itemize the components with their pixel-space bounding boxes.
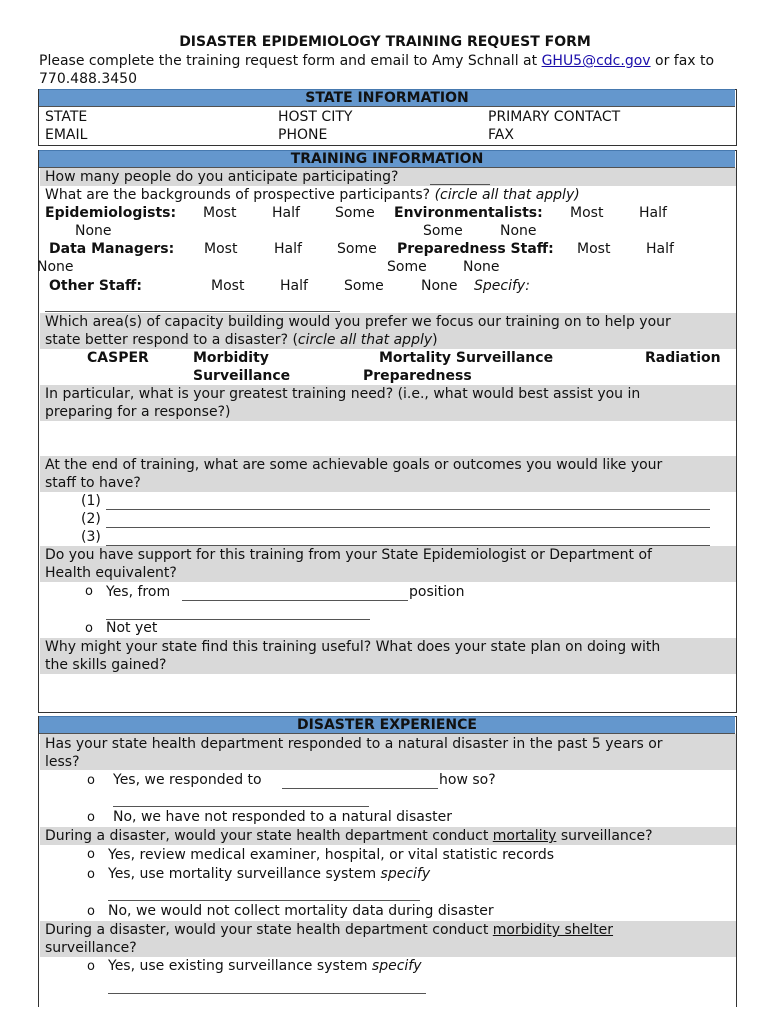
- email-label: EMAIL: [45, 127, 88, 143]
- other-some[interactable]: Some: [344, 278, 384, 294]
- state-label: STATE: [45, 109, 88, 125]
- mortality-system-bullet[interactable]: o: [87, 867, 95, 882]
- mortality-question-end: surveillance?: [556, 828, 653, 844]
- people-question: How many people do you anticipate participating?: [45, 169, 399, 185]
- support-position-label: position: [409, 584, 465, 600]
- support-question-line2: Health equivalent?: [45, 565, 177, 581]
- epi-half[interactable]: Half: [272, 205, 300, 221]
- prep-half[interactable]: Half: [646, 241, 674, 257]
- morbidity-specify: specify: [371, 958, 422, 974]
- goal-1-field[interactable]: [106, 509, 710, 510]
- responded-question-line1: Has your state health department responded to a natural disaster in the past 5 years or: [45, 736, 663, 752]
- option-preparedness[interactable]: Preparedness: [363, 368, 472, 384]
- option-radiation[interactable]: Radiation: [645, 350, 721, 366]
- env-most[interactable]: Most: [570, 205, 604, 221]
- goal-1-label: (1): [81, 493, 101, 509]
- preparedness-staff-label: Preparedness Staff:: [397, 241, 554, 257]
- responded-yes-bullet[interactable]: o: [87, 773, 95, 788]
- mortality-question-text: During a disaster, would your state health department conduct: [45, 828, 493, 844]
- epidemiologists-label: Epidemiologists:: [45, 205, 177, 221]
- email-link[interactable]: GHU5@cdc.gov: [541, 53, 651, 69]
- support-yes-bullet[interactable]: o: [85, 584, 93, 599]
- option-morbidity-line1[interactable]: Morbidity: [193, 350, 269, 366]
- capacity-question-text: state better respond to a disaster? (: [45, 332, 298, 348]
- intro-before: Please complete the training request form and email to Amy Schnall at: [39, 53, 542, 69]
- epi-none[interactable]: None: [75, 223, 112, 239]
- mortality-specify: specify: [380, 866, 431, 882]
- epi-most[interactable]: Most: [203, 205, 237, 221]
- support-from-field[interactable]: [182, 600, 408, 601]
- dm-none[interactable]: None: [37, 259, 74, 275]
- capacity-question-line1: Which area(s) of capacity building would you prefer we focus our training on to help your: [45, 314, 671, 330]
- need-question-line1: In particular, what is your greatest training need? (i.e., what would best assist you in: [45, 386, 641, 402]
- how-so-field[interactable]: [113, 806, 369, 807]
- mortality-question: [45, 827, 653, 845]
- morbidity-question-line1: [45, 921, 613, 939]
- option-mortality[interactable]: Mortality Surveillance: [379, 350, 554, 366]
- mortality-system-label: [108, 865, 430, 883]
- need-question-line2: preparing for a response?): [45, 404, 231, 420]
- backgrounds-question: [45, 186, 580, 204]
- data-managers-label: Data Managers:: [49, 241, 175, 257]
- epi-some[interactable]: Some: [335, 205, 375, 221]
- prep-most[interactable]: Most: [577, 241, 611, 257]
- responded-question-line2: less?: [45, 754, 80, 770]
- dm-some[interactable]: Some: [337, 241, 377, 257]
- mortality-underlined: mortality: [492, 828, 557, 844]
- morbidity-underlined: morbidity shelter: [492, 922, 614, 938]
- morbidity-question-text: During a disaster, would your state health department conduct: [45, 922, 493, 938]
- support-not-yet-bullet[interactable]: o: [85, 621, 93, 636]
- morbidity-system-text: Yes, use existing surveillance system: [108, 958, 372, 974]
- form-title: DISASTER EPIDEMIOLOGY TRAINING REQUEST FORM: [179, 34, 591, 50]
- intro-after: or fax to 770.488.3450: [39, 53, 715, 87]
- fax-label: FAX: [488, 127, 514, 143]
- mortality-no-bullet[interactable]: o: [87, 904, 95, 919]
- other-half[interactable]: Half: [280, 278, 308, 294]
- morbidity-question-line2: surveillance?: [45, 940, 137, 956]
- state-info-header: STATE INFORMATION: [305, 90, 469, 106]
- responded-no-label: No, we have not responded to a natural disaster: [113, 809, 452, 825]
- support-not-yet-label: Not yet: [106, 620, 158, 636]
- disaster-header: DISASTER EXPERIENCE: [297, 717, 477, 733]
- people-count-field[interactable]: [430, 184, 490, 185]
- option-morbidity-line2[interactable]: Surveillance: [193, 368, 291, 384]
- circle-all-note: (circle all that apply): [434, 187, 580, 203]
- goal-3-label: (3): [81, 529, 101, 545]
- goal-2-field[interactable]: [106, 527, 710, 528]
- useful-question-line2: the skills gained?: [45, 657, 167, 673]
- how-so-label: how so?: [439, 772, 496, 788]
- capacity-question-line2: [45, 331, 438, 349]
- dm-most[interactable]: Most: [204, 241, 238, 257]
- training-header: TRAINING INFORMATION: [290, 151, 484, 167]
- mortality-specify-field[interactable]: [108, 900, 420, 901]
- goals-question-line1: At the end of training, what are some achievable goals or outcomes you would like your: [45, 457, 663, 473]
- mortality-no-label: No, we would not collect mortality data during disaster: [108, 903, 494, 919]
- capacity-circle-note: circle all that apply: [297, 332, 433, 348]
- dm-half[interactable]: Half: [274, 241, 302, 257]
- useful-question-line1: Why might your state find this training useful? What does your state plan on doing with: [45, 639, 661, 655]
- intro-text: [39, 52, 759, 88]
- specify-label: Specify:: [474, 278, 530, 294]
- prep-some[interactable]: Some: [387, 259, 427, 275]
- env-half[interactable]: Half: [639, 205, 667, 221]
- capacity-close-paren: ): [432, 332, 438, 348]
- other-staff-label: Other Staff:: [49, 278, 142, 294]
- morbidity-specify-field[interactable]: [108, 993, 426, 994]
- env-some[interactable]: Some: [423, 223, 463, 239]
- phone-label: PHONE: [278, 127, 328, 143]
- prep-none[interactable]: None: [463, 259, 500, 275]
- other-none[interactable]: None: [421, 278, 458, 294]
- mortality-review-label: Yes, review medical examiner, hospital, or vital statistic records: [108, 847, 555, 863]
- goals-question-line2: staff to have?: [45, 475, 141, 491]
- responded-to-field[interactable]: [282, 788, 438, 789]
- env-none[interactable]: None: [500, 223, 537, 239]
- backgrounds-question-text: What are the backgrounds of prospective participants?: [45, 187, 435, 203]
- support-yes-label: Yes, from: [106, 584, 171, 600]
- other-specify-field[interactable]: [45, 311, 340, 312]
- mortality-review-bullet[interactable]: o: [87, 847, 95, 862]
- host-city-label: HOST CITY: [278, 109, 353, 125]
- other-most[interactable]: Most: [211, 278, 245, 294]
- morbidity-system-label: [108, 957, 422, 975]
- morbidity-system-bullet[interactable]: o: [87, 959, 95, 974]
- primary-contact-label: PRIMARY CONTACT: [488, 109, 621, 125]
- option-casper[interactable]: CASPER: [87, 350, 149, 366]
- mortality-system-text: Yes, use mortality surveillance system: [108, 866, 381, 882]
- support-question-line1: Do you have support for this training from your State Epidemiologist or Department of: [45, 547, 652, 563]
- responded-no-bullet[interactable]: o: [87, 810, 95, 825]
- goal-2-label: (2): [81, 511, 101, 527]
- responded-yes-label: Yes, we responded to: [113, 772, 262, 788]
- environmentalists-label: Environmentalists:: [394, 205, 543, 221]
